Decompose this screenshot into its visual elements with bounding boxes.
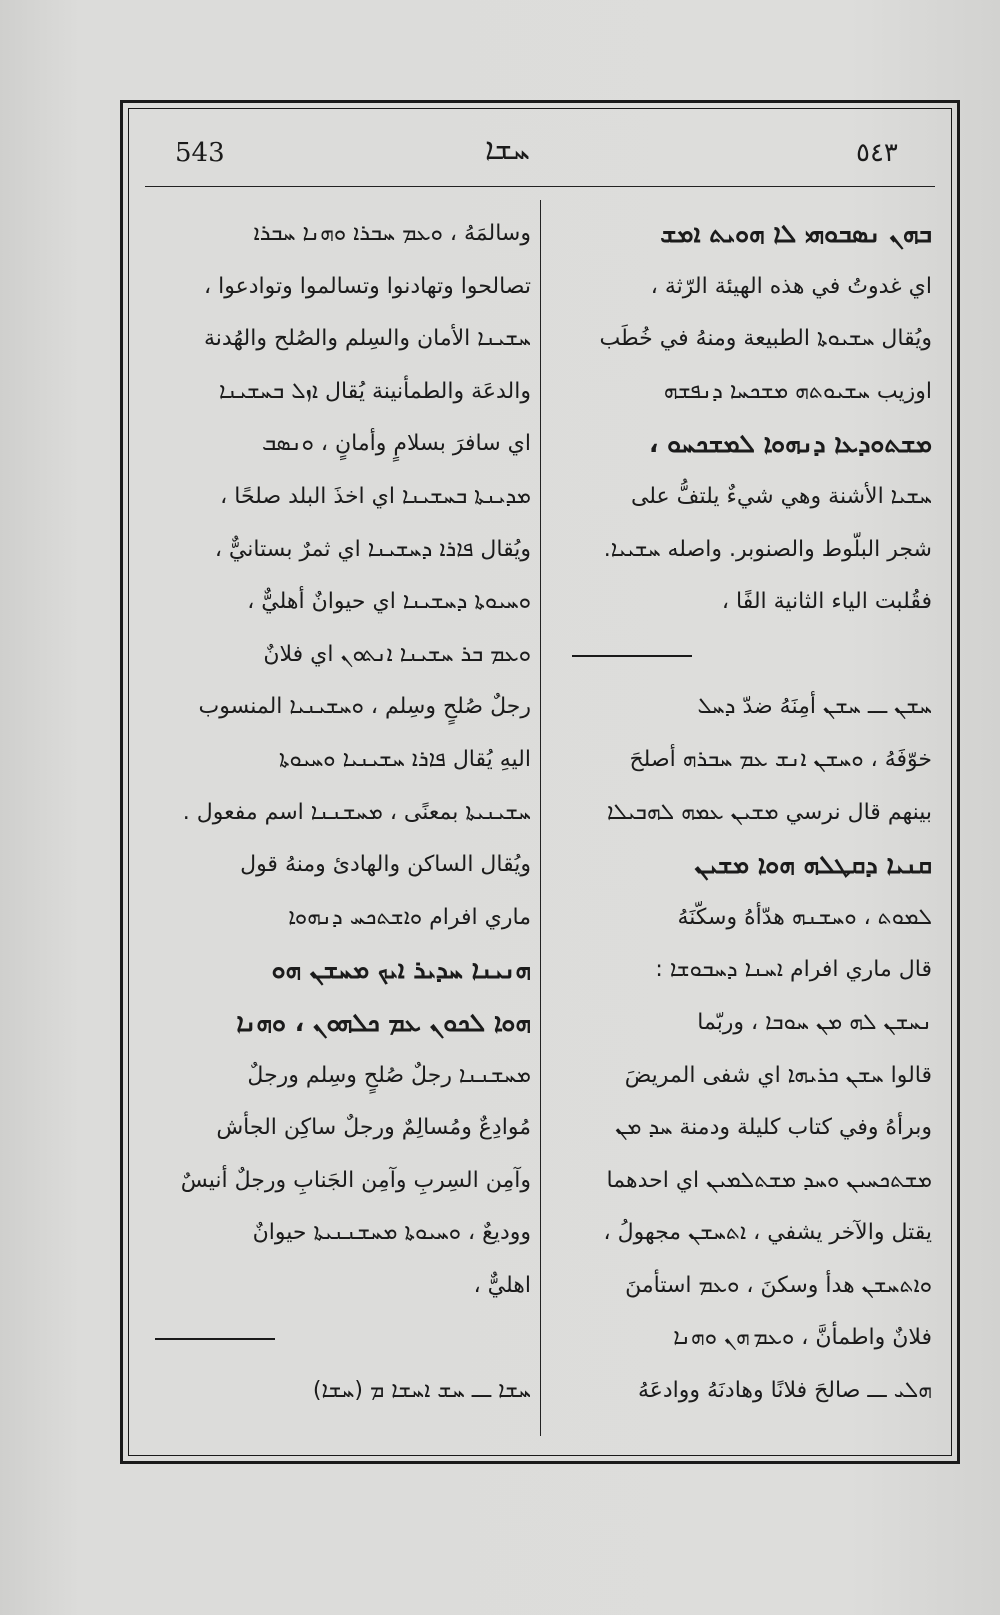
text-line: ܢܚܫܢ ܠܗ ܡܢ ܚܘܒܐ ، وربّما	[697, 1009, 932, 1035]
text-line: مُوادِعٌ ومُسالِمٌ ورجلٌ ساكِن الجأش	[216, 1115, 531, 1141]
text-line: ܚܫܝܐ الأشنة وهي شيءٌ يلتفُّ على	[630, 483, 932, 509]
column-divider	[540, 200, 541, 1436]
right-column	[552, 208, 932, 1418]
text-line: خوّفَهُ ، ܘܚܫܢ ܐܢܫ ܥܡ ܚܒܪܗ أصلحَ	[629, 746, 932, 772]
text-line: ܗܢܝܢܐ ܚܕܝܪ ܐܝܟ ܡܚܫܢ ܗܘ	[271, 955, 531, 985]
text-line: ماري افرام ܘܐܫܬܟܚ ܕܢܗܘܐ	[288, 904, 531, 930]
page-number-latin: 543	[175, 138, 225, 168]
text-line: ܡܫܬܟܚܝܢ ܘܚܕ ܡܫܬܠܡܝܢ اي احدهما	[606, 1167, 932, 1193]
text-line: قالوا ܚܫܢ ܟܪܝܗܐ اي شفى المريضَ	[624, 1062, 932, 1088]
page-number-arabic: ٥٤٣	[856, 138, 898, 168]
text-line: والدعَة والطمأنينة يُقال ܐܙܠ ܒܚܫܝܢܐ	[219, 378, 531, 404]
text-line: ܚܫܝܢܐ الأمان والسِلم والصُلح والهُدنة	[203, 326, 531, 352]
text-line: اي سافرَ بسلامٍ وأمانٍ ، ܘܢܣܒ	[262, 431, 531, 457]
text-line: يقتل والآخر يشفي ، ܐܬܚܫܢ مجهولُ ،	[603, 1220, 932, 1246]
text-line: وسالمَهُ ، ܘܥܡ ܚܒܪܐ ܘܗܢܐ ܚܒܪܐ	[253, 221, 531, 246]
text-line: ووديعٌ ، ܘܚܝܘܬܐ ܡܚܫܢܢܝܬܐ حيوانٌ	[252, 1220, 531, 1246]
text-line: ويُقال ܦܐܪܐ ܕܚܫܝܢܐ اي ثمرٌ بستانيٌّ ،	[214, 536, 531, 562]
entry-headword-line: ܚܫܐ ـــ ܚܫ ܐܚܫܐ ܡ (ܚܫܐ)	[312, 1378, 531, 1404]
text-line: ܗܠܝ ـــ صالحَ فلانًا وهادنَهُ ووادعَهُ	[637, 1378, 932, 1404]
text-line: اي غدوتُ في هذه الهيئة الرّثة ،	[650, 273, 932, 299]
text-line: وبرأهُ وفي كتاب كليلة ودمنة ܚܕ ܡܢ	[615, 1115, 932, 1141]
text-line: شجر البلّوط والصنوبر. واصله ܚܫܝܝܐ.	[603, 536, 932, 562]
text-line: فلانٌ واطمأنَّ ، ܘܥܡ ܗܢ ܘܗܢܐ	[673, 1325, 932, 1351]
text-line: ܘܐܬܚܫܢ هدأ وسكنَ ، ܘܥܡ استأمنَ	[625, 1272, 932, 1298]
entry-separator	[145, 1312, 531, 1365]
text-line: تصالحوا وتهادنوا وتسالموا وتوادعوا ،	[204, 273, 531, 299]
text-line: ܡܚܫܢܢܐ رجلٌ صُلحٍ وسِلم ورجلٌ	[247, 1062, 531, 1088]
text-line: ويُقال ܚܫܝܘܬܐ الطبيعة ومنهُ في خُطَب	[599, 326, 932, 352]
text-line: ܩܢܝܐ ܕܩܛܠܗ ܗܘܐ ܡܫܝܢ	[694, 850, 932, 880]
text-line: رجلٌ صُلحٍ وسِلم ، ܘܚܫܝܢܝܐ المنسوب	[198, 694, 531, 720]
text-line: اوزيب ܚܫܝܘܬܗ ܡܫܟܚܐ ܕܢܦܫܗ	[663, 378, 932, 404]
text-line: ܒܗܢ ܢܣܒܘܗܝ ܠܐ ܗܘܝܬ ܐܡܫ	[660, 219, 932, 248]
entry-separator	[552, 629, 932, 682]
text-line: اهليٌّ ،	[473, 1272, 531, 1298]
text-line: ويُقال الساكن والهادئ ومنهُ قول	[240, 852, 531, 878]
entry-headword-line: ܚܫܢ ـــ ܚܫܢ أمِنَهُ ضدّ ܕܚܠ	[697, 694, 932, 720]
running-head: ܚܫܐ	[485, 132, 530, 167]
left-column	[145, 208, 531, 1418]
text-line: ܗܘܐ ܠܟܘܢ ܥܡ ܟܠܗܘܢ ، ܘܗܢܐ	[236, 1007, 531, 1037]
text-line: ܠܡܘܬ ، ܘܚܫܢܗ هدّأهُ وسكّنَهُ	[677, 904, 932, 930]
header-rule	[145, 186, 935, 187]
text-line: فقُلبت الياء الثانية الفًا ،	[721, 589, 932, 615]
text-line: ܡܕܝܢܬܐ ܒܚܫܝܢܐ اي اخذَ البلد صلحًا ،	[220, 483, 531, 509]
text-line: ܚܫܝܢܝܬܐ بمعنًى ، ܡܚܫܢܢܐ اسم مفعول .	[182, 799, 531, 825]
text-line: اليهِ يُقال ܦܐܪܐ ܚܫܝܢܝܐ ܘܚܝܘܬܐ	[279, 746, 531, 772]
text-line: ܡܫܬܘܕܥܐ ܕܢܗܘܐ ܠܡܫܟܚܘ ،	[648, 429, 932, 459]
text-line: قال ماري افرام ܐܚܢܐ ܕܚܒܘܫܐ :	[655, 957, 932, 983]
text-line: بينهم قال نرسي ܡܫܝܢ ܥܡܗ ܠܗܒܝܠܐ	[606, 799, 932, 825]
text-line: ܘܚܝܘܬܐ ܕܚܫܝܢܐ اي حيوانٌ أهليٌّ ،	[247, 589, 531, 615]
text-line: وآمِن السِربِ وآمِن الجَنابِ ورجلٌ أنيسٌ	[180, 1167, 531, 1193]
text-line: ܘܥܡ ܒܪ ܚܫܝܢܐ ܐܢܬܘܢ اي فلانٌ	[263, 641, 531, 667]
